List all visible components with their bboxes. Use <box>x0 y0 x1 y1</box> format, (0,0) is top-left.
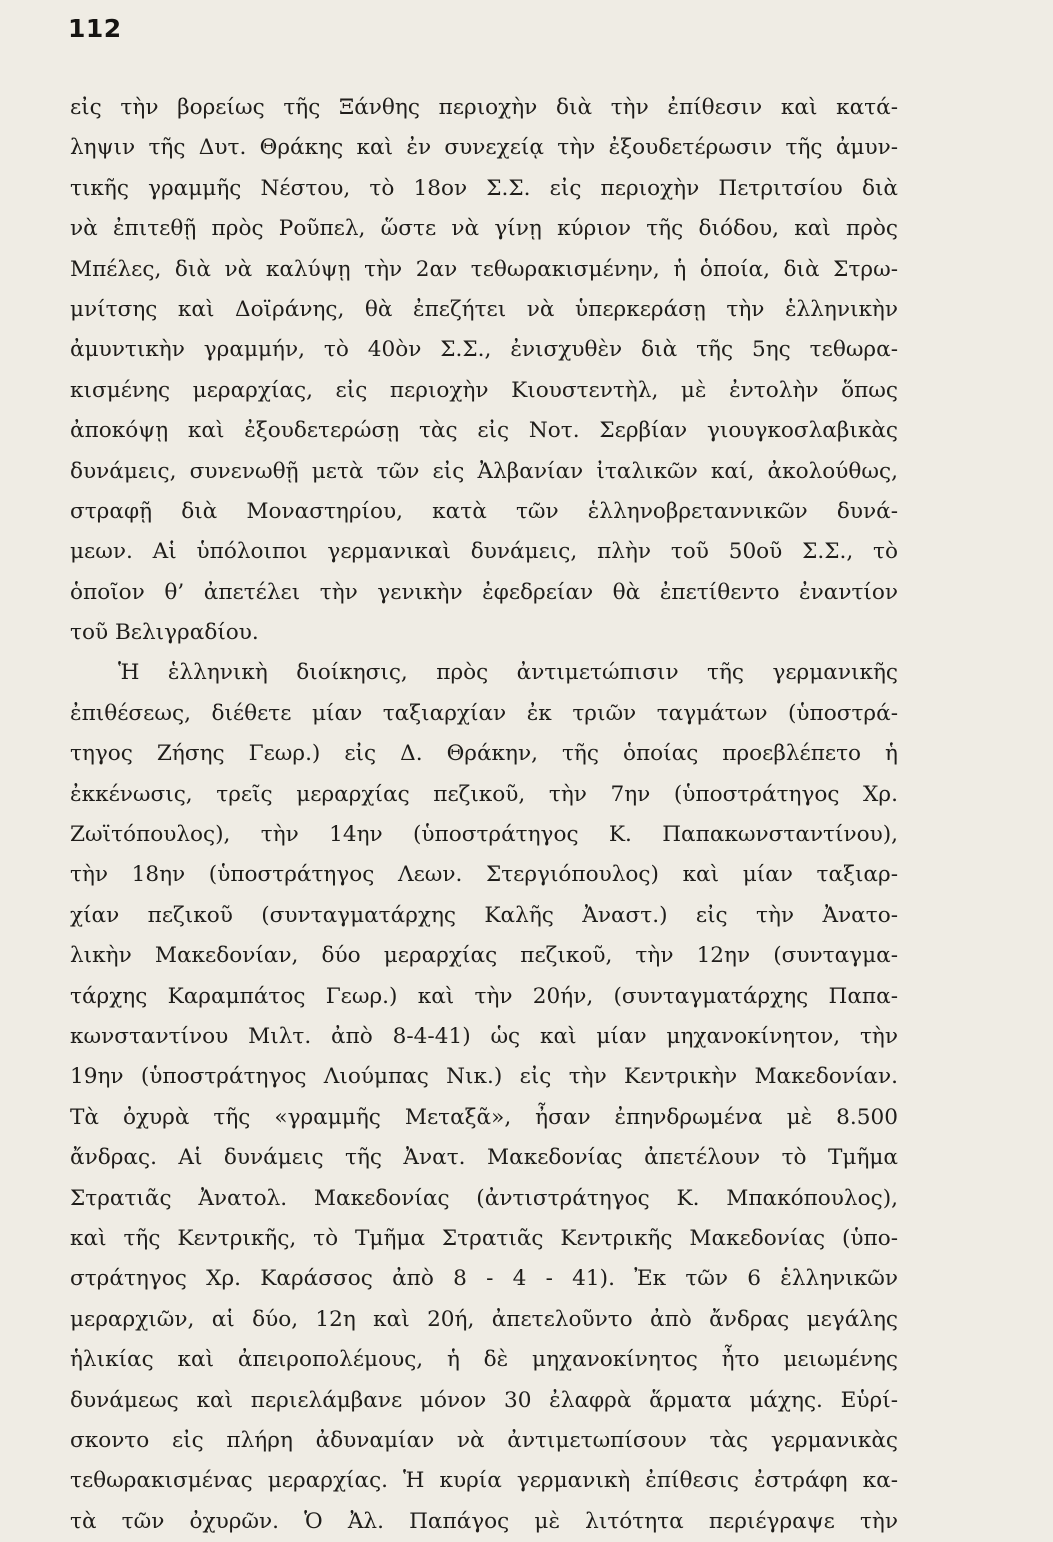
text-line: εἰς τὴν βορείως τῆς Ξάνθης περιοχὴν διὰ τὴν ἐπίθεσιν καὶ κατά- <box>70 95 898 120</box>
text-line: 19ην (ὑποστράτηγος Λιούμπας Νικ.) εἰς τὴν Κεντρικὴν Μακεδονίαν. <box>70 1064 898 1090</box>
text-line: τηγος Ζήσης Γεωρ.) εἰς Δ. Θράκην, τῆς ὁποίας προεβλέπετο ἡ <box>70 741 898 767</box>
text-line: νὰ ἐπιτεθῇ πρὸς Ροῦπελ, ὥστε νὰ γίνῃ κύριον τῆς διόδου, καὶ πρὸς <box>70 216 898 242</box>
text-line: τάρχης Καραμπάτος Γεωρ.) καὶ τὴν 20ήν, (συνταγματάρχης Παπα- <box>70 983 898 1009</box>
text-line: ἡλικίας καὶ ἀπειροπολέμους, ἡ δὲ μηχανοκίνητος ἦτο μειωμένης <box>70 1347 898 1373</box>
text-line: μεραρχιῶν, αἱ δύο, 12η καὶ 20ή, ἀπετελοῦντο ἀπὸ ἄνδρας μεγάλης <box>70 1306 898 1332</box>
text-line: Τὰ ὀχυρὰ τῆς «γραμμῆς Μεταξᾶ», ἦσαν ἐπηνδρωμένα μὲ 8.500 <box>70 1104 898 1130</box>
text-line: τεθωρακισμένας μεραρχίας. Ἡ κυρία γερμανικὴ ἐπίθεσις ἐστράφη κα- <box>70 1468 898 1494</box>
text-line: δυνάμεις, συνενωθῇ μετὰ τῶν εἰς Ἀλβανίαν ἰταλικῶν καί, ἀκολούθως, <box>70 458 898 484</box>
text-line: ὁποῖον θ’ ἀπετέλει τὴν γενικὴν ἐφεδρείαν θὰ ἐπετίθεντο ἐναντίον <box>70 579 898 605</box>
text-line: τὴν 18ην (ὑποστράτηγος Λεων. Στεργιόπουλος) καὶ μίαν ταξιαρ- <box>70 862 898 888</box>
text-line: ἐπιθέσεως, διέθετε μίαν ταξιαρχίαν ἐκ τριῶν ταγμάτων (ὑποστρά- <box>70 700 898 726</box>
text-line: καὶ τῆς Κεντρικῆς, τὸ Τμῆμα Στρατιᾶς Κεντρικῆς Μακεδονίας (ὑπο- <box>70 1225 898 1251</box>
text-line: δυνάμεως καὶ περιελάμβανε μόνον 30 ἐλαφρὰ ἅρματα μάχης. Εὑρί- <box>70 1387 898 1413</box>
text-line: κωνσταντίνου Μιλτ. ἀπὸ 8-4-41) ὡς καὶ μίαν μηχανοκίνητον, τὴν <box>70 1023 898 1049</box>
text-line: ἄνδρας. Αἱ δυνάμεις τῆς Ἀνατ. Μακεδονίας ἀπετέλουν τὸ Τμῆμα <box>70 1145 898 1171</box>
text-line: χίαν πεζικοῦ (συνταγματάρχης Καλῆς Ἀναστ.) εἰς τὴν Ἀνατο- <box>70 902 898 928</box>
page-number: 112 <box>68 14 122 43</box>
text-line: ληψιν τῆς Δυτ. Θράκης καὶ ἐν συνεχείᾳ τὴν ἐξουδετέρωσιν τῆς ἀμυν- <box>70 135 898 161</box>
text-line: μνίτσης καὶ Δοϊράνης, θὰ ἐπεζήτει νὰ ὑπερκεράσῃ τὴν ἑλληνικὴν <box>70 296 898 322</box>
text-line: κισμένης μεραρχίας, εἰς περιοχὴν Κιουστεντὴλ, μὲ ἐντολὴν ὅπως <box>70 377 898 403</box>
text-line: στραφῇ διὰ Μοναστηρίου, κατὰ τῶν ἑλληνοβρεταννικῶν δυνά- <box>70 498 898 524</box>
text-line: σκοντο εἰς πλήρη ἀδυναμίαν νὰ ἀντιμετωπίσουν τὰς γερμανικὰς <box>70 1427 898 1453</box>
body-text <box>70 88 898 1542</box>
text-line: Στρατιᾶς Ἀνατολ. Μακεδονίας (ἀντιστράτηγος Κ. Μπακόπουλος), <box>70 1185 898 1211</box>
text-line: λικὴν Μακεδονίαν, δύο μεραρχίας πεζικοῦ, τὴν 12ην (συνταγμα- <box>70 943 898 969</box>
paragraph-first-line: Ἡ ἑλληνικὴ διοίκησις, πρὸς ἀντιμετώπισιν τῆς γερμανικῆς <box>118 660 898 686</box>
text-line: στράτηγος Χρ. Καράσσος ἀπὸ 8 - 4 - 41). Ἐκ τῶν 6 ἑλληνικῶν <box>70 1266 898 1292</box>
text-line: μεων. Αἱ ὑπόλοιποι γερμανικαὶ δυνάμεις, πλὴν τοῦ 50οῦ Σ.Σ., τὸ <box>70 539 898 565</box>
text-line: τικῆς γραμμῆς Νέστου, τὸ 18ον Σ.Σ. εἰς περιοχὴν Πετριτσίου διὰ <box>70 175 898 201</box>
text-line: τοῦ Βελιγραδίου. <box>70 620 259 646</box>
text-line: τὰ τῶν ὀχυρῶν. Ὁ Ἀλ. Παπάγος μὲ λιτότητα περιέγραψε τὴν <box>70 1508 898 1534</box>
text-line: Μπέλες, διὰ νὰ καλύψῃ τὴν 2αν τεθωρακισμένην, ἡ ὁποία, διὰ Στρω- <box>70 256 898 282</box>
text-line: Ζωϊτόπουλος), τὴν 14ην (ὑποστράτηγος Κ. Παπακωνσταντίνου), <box>70 822 898 848</box>
text-line: ἀμυντικὴν γραμμήν, τὸ 40ὸν Σ.Σ., ἐνισχυθὲν διὰ τῆς 5ης τεθωρα- <box>70 337 898 363</box>
text-line: ἀποκόψῃ καὶ ἐξουδετερώσῃ τὰς εἰς Νοτ. Σερβίαν γιουγκοσλαβικὰς <box>70 418 898 444</box>
text-line: ἐκκένωσις, τρεῖς μεραρχίας πεζικοῦ, τὴν 7ην (ὑποστράτηγος Χρ. <box>70 781 898 807</box>
